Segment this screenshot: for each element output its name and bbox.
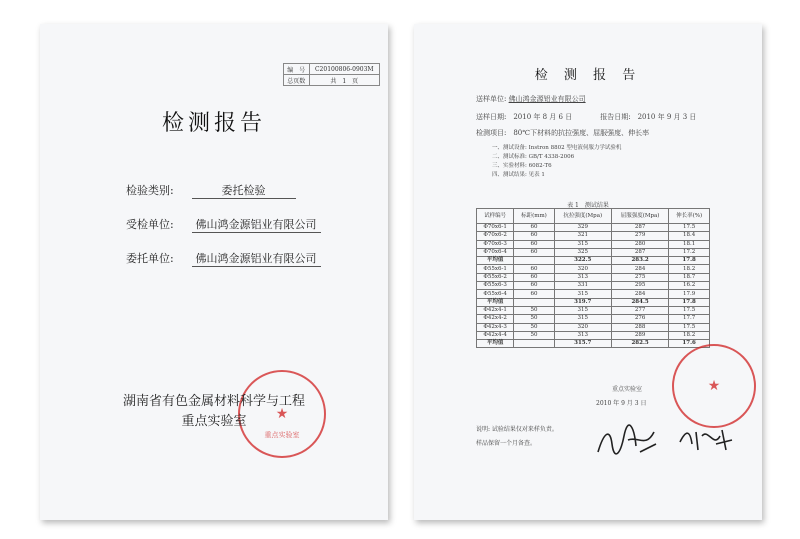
table-cell: 16.2 xyxy=(669,282,710,290)
table-cell: 17.2 xyxy=(669,248,710,256)
table-cell: 平均值 xyxy=(477,298,514,306)
seal-star-icon: ★ xyxy=(275,406,289,422)
remark-text: 说明: 试验结果仅对来样负责。 xyxy=(476,426,558,433)
table-row-average xyxy=(477,340,710,348)
table-cell: 60 xyxy=(514,248,554,256)
table-row xyxy=(477,224,710,232)
table-caption: 表 1 测试结果 xyxy=(567,202,609,209)
list-item: 二、测试标准: GB/T 4338-2006 xyxy=(492,154,575,160)
table-cell: 60 xyxy=(514,240,554,248)
table-cell: 18.4 xyxy=(669,232,710,240)
column-header: 抗拉强度(Mpa) xyxy=(554,209,611,224)
column-header: 标距(mm) xyxy=(514,209,554,224)
table-cell xyxy=(514,340,554,348)
seal-caption: 重点实验室 xyxy=(612,386,643,393)
list-item: 四、测试结果: 见表 1 xyxy=(492,172,545,178)
table-cell: 60 xyxy=(514,265,554,273)
table-cell: 17.9 xyxy=(669,290,710,298)
test-notes-list xyxy=(492,144,621,180)
seal-star-icon: ★ xyxy=(707,378,721,394)
table-cell: 287 xyxy=(611,224,668,232)
table-cell: 275 xyxy=(611,273,668,281)
table-row-average xyxy=(477,298,710,306)
results-title: 检 测 报 告 xyxy=(534,68,642,83)
table-cell: 280 xyxy=(611,240,668,248)
table-cell: 60 xyxy=(514,290,554,298)
client-line xyxy=(476,94,586,104)
table-cell: Φ42x4-1 xyxy=(477,306,514,314)
official-seal-stamp xyxy=(672,344,756,428)
table-cell: 276 xyxy=(611,315,668,323)
report-results-page xyxy=(414,24,762,520)
cover-title: 检测报告 xyxy=(161,111,266,136)
table-cell: 17.5 xyxy=(669,224,710,232)
table-cell: 18.1 xyxy=(669,240,710,248)
table-cell: 平均值 xyxy=(477,340,514,348)
table-row xyxy=(477,290,710,298)
table-cell: 50 xyxy=(514,315,554,323)
table-cell: 313 xyxy=(554,273,611,281)
table-cell: 321 xyxy=(554,232,611,240)
list-item: 一、测试设备: Instron 8802 型电液伺服力学试验机 xyxy=(492,145,622,151)
table-cell: 315 xyxy=(554,240,611,248)
client-value: 佛山鸿金源铝业有限公司 xyxy=(508,95,586,103)
table-header-row xyxy=(477,209,710,224)
table-cell: Φ55x6-4 xyxy=(477,290,514,298)
table-row xyxy=(477,248,710,256)
field-inspection-type xyxy=(126,182,296,199)
report-number-value: C20100806-0903M xyxy=(309,64,379,75)
remark-text-2: 样品保留一个月备查。 xyxy=(476,440,537,447)
field-label: 委托单位: xyxy=(126,252,174,265)
table-cell: 322.5 xyxy=(554,257,611,265)
table-cell: 18.7 xyxy=(669,273,710,281)
table-cell: 329 xyxy=(554,224,611,232)
table-cell: 284 xyxy=(611,290,668,298)
table-cell: 320 xyxy=(554,323,611,331)
table-cell: 288 xyxy=(611,323,668,331)
table-cell: 284 xyxy=(611,265,668,273)
page-count-label: 总页数 xyxy=(284,75,310,86)
table-cell: 17.7 xyxy=(669,315,710,323)
table-cell: 289 xyxy=(611,331,668,339)
table-cell: 17.8 xyxy=(669,257,710,265)
table-cell: Φ70x6-2 xyxy=(477,232,514,240)
lab-name-line1: 湖南省有色金属材料科学与工程 xyxy=(122,394,305,409)
seal-text: 重点实验室 xyxy=(264,431,300,439)
report-cover-page xyxy=(40,24,388,520)
field-value: 佛山鸿金源铝业有限公司 xyxy=(192,250,321,267)
table-cell: 18.2 xyxy=(669,265,710,273)
table-row xyxy=(477,240,710,248)
table-cell: 282.5 xyxy=(611,340,668,348)
table-cell: Φ42x4-4 xyxy=(477,331,514,339)
results-table xyxy=(476,208,710,348)
table-row xyxy=(477,323,710,331)
table-cell: 50 xyxy=(514,306,554,314)
table-cell: 313 xyxy=(554,331,611,339)
table-cell: 295 xyxy=(611,282,668,290)
lab-name-line2: 重点实验室 xyxy=(181,414,247,429)
page-count-value: 共 1 页 xyxy=(309,75,379,86)
table-cell: 50 xyxy=(514,323,554,331)
table-cell: 17.6 xyxy=(669,340,710,348)
table-cell: 60 xyxy=(514,273,554,281)
table-cell: Φ55x6-2 xyxy=(477,273,514,281)
table-cell: 284.5 xyxy=(611,298,668,306)
table-cell: 60 xyxy=(514,232,554,240)
table-cell: Φ42x4-2 xyxy=(477,315,514,323)
table-cell: 60 xyxy=(514,282,554,290)
table-row xyxy=(477,331,710,339)
table-cell: 287 xyxy=(611,248,668,256)
list-item: 三、实验材料: 6082-T6 xyxy=(492,163,552,169)
table-cell: 320 xyxy=(554,265,611,273)
column-header: 伸长率(%) xyxy=(669,209,710,224)
table-cell: 277 xyxy=(611,306,668,314)
table-cell: 18.2 xyxy=(669,331,710,339)
table-row xyxy=(477,306,710,314)
table-cell: 60 xyxy=(514,224,554,232)
table-cell: 17.5 xyxy=(669,323,710,331)
table-cell: Φ70x6-1 xyxy=(477,224,514,232)
table-cell: 325 xyxy=(554,248,611,256)
report-meta-box xyxy=(283,63,380,86)
table-cell: 50 xyxy=(514,331,554,339)
seal-date: 2010 年 9 月 3 日 xyxy=(596,400,647,407)
report-number-label: 编 号 xyxy=(284,64,310,75)
table-cell: 319.7 xyxy=(554,298,611,306)
table-cell: 331 xyxy=(554,282,611,290)
table-cell: Φ42x4-3 xyxy=(477,323,514,331)
table-row xyxy=(477,232,710,240)
table-cell xyxy=(514,257,554,265)
table-row-average xyxy=(477,257,710,265)
field-label: 受检单位: xyxy=(126,218,174,231)
field-inspected-unit xyxy=(126,216,321,233)
signature-1-icon xyxy=(594,422,664,460)
field-value: 佛山鸿金源铝业有限公司 xyxy=(192,216,321,233)
table-cell: 283.2 xyxy=(611,257,668,265)
field-value: 委托检验 xyxy=(192,182,296,199)
table-cell: Φ55x6-1 xyxy=(477,265,514,273)
table-cell: Φ55x6-3 xyxy=(477,282,514,290)
table-cell: 平均值 xyxy=(477,257,514,265)
table-cell: 315 xyxy=(554,290,611,298)
column-header: 试样编号 xyxy=(477,209,514,224)
table-cell: 17.5 xyxy=(669,306,710,314)
table-cell: 315 xyxy=(554,306,611,314)
table-row xyxy=(477,273,710,281)
table-cell: Φ70x6-4 xyxy=(477,248,514,256)
signature-2-icon xyxy=(676,424,736,454)
column-header: 屈服强度(Mpa) xyxy=(611,209,668,224)
field-client-unit xyxy=(126,250,321,267)
field-label: 检验类别: xyxy=(126,184,174,197)
table-row xyxy=(477,282,710,290)
client-label: 送样单位: xyxy=(476,95,507,103)
table-cell: 315 xyxy=(554,315,611,323)
table-row xyxy=(477,315,710,323)
table-row xyxy=(477,265,710,273)
table-cell: 315.7 xyxy=(554,340,611,348)
table-cell: Φ70x6-3 xyxy=(477,240,514,248)
test-items-line: 检测项目: 80℃下材料的抗拉强度、屈服强度、伸长率 xyxy=(476,129,650,137)
table-cell: 279 xyxy=(611,232,668,240)
table-cell: 17.8 xyxy=(669,298,710,306)
table-cell xyxy=(514,298,554,306)
dates-line: 送样日期: 2010 年 8 月 6 日 报告日期: 2010 年 9 月 3 日 xyxy=(476,113,697,121)
